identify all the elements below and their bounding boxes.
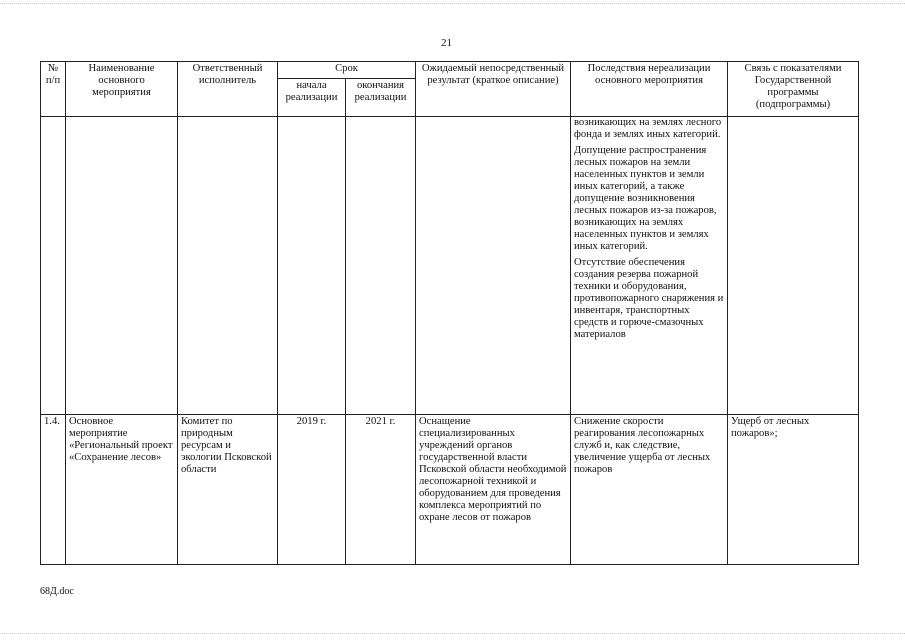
cell-end-empty bbox=[346, 117, 416, 415]
cell-num: 1.4. bbox=[41, 415, 66, 565]
activities-table bbox=[40, 61, 859, 565]
scan-edge-bottom bbox=[0, 633, 905, 634]
header-term-end: окончания реализации bbox=[346, 79, 416, 117]
header-name: Наименование основного мероприятия bbox=[66, 62, 178, 117]
cell-start: 2019 г. bbox=[278, 415, 346, 565]
table-row-1-4 bbox=[41, 415, 859, 565]
footer-filename: 68Д.doc bbox=[40, 586, 74, 597]
header-num: № п/п bbox=[41, 62, 66, 117]
header-link: Связь с показателями Государственной программы (подпрограммы) bbox=[728, 62, 859, 117]
consequence-paragraph: возникающих на землях лесного фонда и землях иных категорий. bbox=[574, 117, 722, 140]
cell-responsible-empty bbox=[178, 117, 278, 415]
header-responsible: Ответственный исполнитель bbox=[178, 62, 278, 117]
cell-expected: Оснащение специализированных учреждений органов государственной власти Псковской области необходимой лесопожарной техникой и оборудованием для проведения комплекса мероприятий по охране лесов от пожаров bbox=[416, 415, 571, 565]
header-term: Срок bbox=[278, 62, 416, 79]
cell-link-empty bbox=[728, 117, 859, 415]
cell-consequences: Снижение скорости реагирования лесопожарных служб и, как следствие, увеличение ущерба от лесных пожаров bbox=[571, 415, 728, 565]
cell-start-empty bbox=[278, 117, 346, 415]
table-row-continuation bbox=[41, 117, 859, 415]
page-number: 21 bbox=[441, 37, 452, 49]
cell-consequences-continuation bbox=[571, 117, 728, 415]
cell-expected-empty bbox=[416, 117, 571, 415]
consequence-paragraph: Допущение распространения лесных пожаров на земли населенных пунктов и земли иных категорий, а также допущение возникновения лесных пожаров из-за пожаров, возникающих на землях населенных пунктов и землях иных категорий. bbox=[574, 145, 717, 252]
cell-responsible: Комитет по природным ресурсам и экологии Псковской области bbox=[178, 415, 278, 565]
scan-edge-top bbox=[0, 3, 905, 4]
consequence-paragraph: Отсутствие обеспечения создания резерва пожарной техники и оборудования, противопожарного снаряжения и инвентаря, транспортных средств и горюче-смазочных материалов bbox=[574, 257, 724, 340]
header-consequences: Последствия нереализации основного мероприятия bbox=[571, 62, 728, 117]
cell-link: Ущерб от лесных пожаров»; bbox=[728, 415, 859, 565]
header-term-start: начала реализации bbox=[278, 79, 346, 117]
cell-num-empty bbox=[41, 117, 66, 415]
cell-name-empty bbox=[66, 117, 178, 415]
header-expected: Ожидаемый непосредственный результат (краткое описание) bbox=[416, 62, 571, 117]
cell-end: 2021 г. bbox=[346, 415, 416, 565]
cell-name: Основное мероприятие «Региональный проект «Сохранение лесов» bbox=[66, 415, 178, 565]
